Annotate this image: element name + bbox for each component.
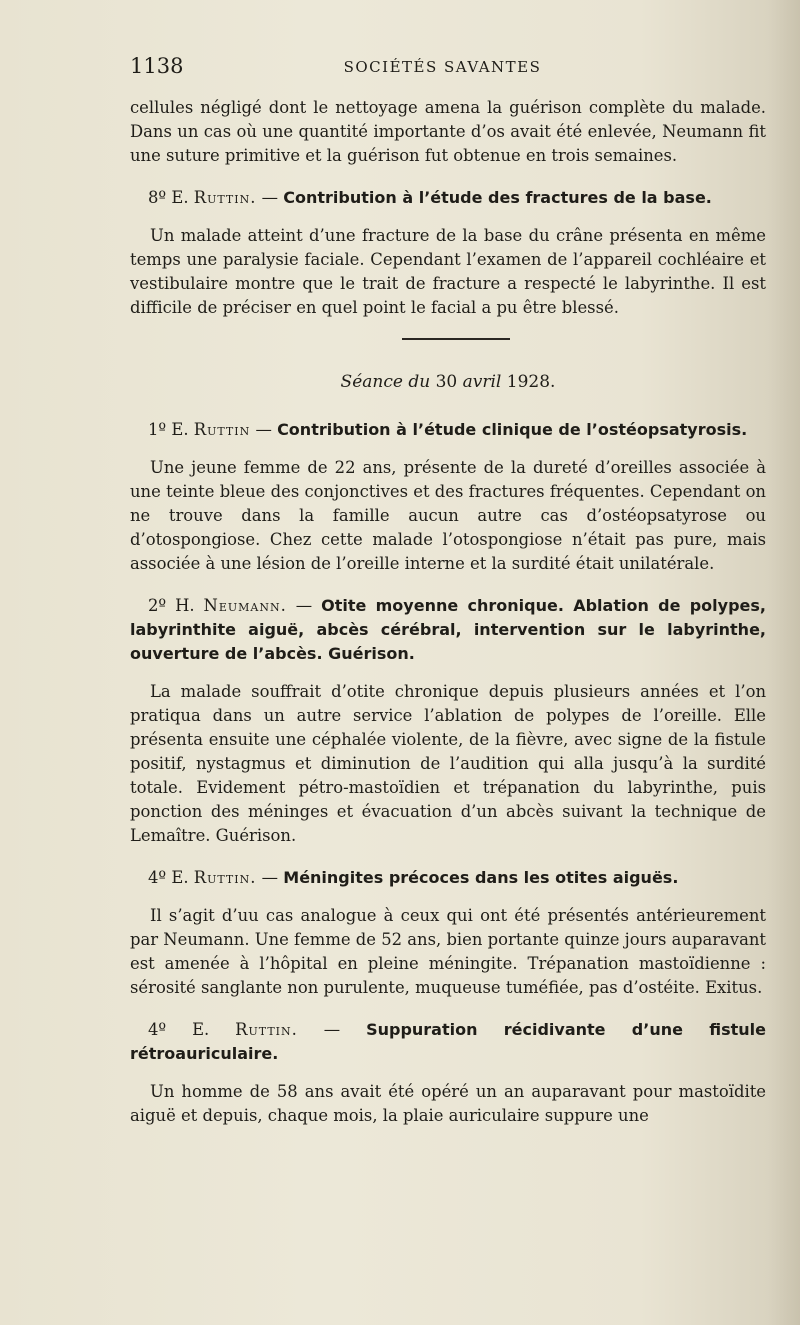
session-label: Séance du — [340, 372, 431, 392]
session-year: 1928. — [506, 372, 556, 392]
entry-dash: — — [255, 420, 272, 439]
page-number: 1138 — [130, 54, 184, 78]
entry-number: 8º — [148, 188, 167, 207]
running-title: SOCIÉTÉS SAVANTES — [343, 58, 542, 76]
section-divider — [402, 338, 510, 340]
session-month: avril — [462, 372, 502, 392]
entry-body: Un malade atteint d’une fracture de la base du crâne présenta en même temps une paralysie faciale. Cependant l’examen de l’appareil cochléaire et vestibulaire montre que le trait de fracture a respecté le labyrinthe. Il est difficile de préciser en quel point le facial a pu être blessé. — [130, 226, 766, 317]
session-heading — [130, 370, 766, 394]
entry-author: Ruttin. — [235, 1020, 298, 1039]
entry-author: Ruttin — [193, 420, 251, 439]
page-header — [130, 54, 755, 84]
entry-heading: Contribution à l’étude clinique de l’ostéopsatyrosis. — [277, 420, 748, 439]
entry-title — [130, 594, 766, 666]
entry-heading: Contribution à l’étude des fractures de la base. — [283, 188, 712, 207]
entry-dash: — — [295, 596, 313, 615]
entry-author: Ruttin. — [193, 188, 257, 207]
entry-number: 4º — [148, 1020, 167, 1039]
session-day: 30 — [435, 372, 458, 392]
entry-author-initial: E. — [171, 420, 189, 439]
entry-number: 1º — [148, 420, 167, 439]
entry-number: 4º — [148, 868, 167, 887]
entry-author-initial: E. — [171, 188, 189, 207]
entry-dash: — — [261, 188, 279, 207]
page-content — [130, 96, 766, 1128]
entry-number: 2º — [148, 596, 167, 615]
entry-body: Une jeune femme de 22 ans, présente de la dureté d’oreilles associée à une teinte bleue des conjonctives et des fractures fréquentes. Cependant on ne trouve dans la famille aucun autre cas d’ostéopsatyrose ou d’otospongiose. Chez cette malade l’otospongiose n’était pas pure, mais associée à une lésion de l’oreille interne et la surdité était unilatérale. — [130, 458, 766, 573]
entry-title — [130, 186, 766, 210]
entry-body: Il s’agit d’uu cas analogue à ceux qui ont été présentés antérieurement par Neumann. Une femme de 52 ans, bien portante quinze jours auparavant est amenée à l’hôpital en pleine méningite. Trépanation mastoïdienne : sérosité sanglante non purulente, muqueuse tuméfiée, pas d’ostéite. Exitus. — [130, 906, 766, 997]
entry-dash: — — [261, 868, 279, 887]
entry-title — [130, 418, 766, 442]
entry-title — [130, 1018, 766, 1066]
intro-paragraph: cellules négligé dont le nettoyage amena la guérison complète du malade. Dans un cas où une quantité importante d’os avait été enlevée, Neumann fit une suture primitive et la guérison fut obtenue en trois semaines. — [130, 98, 766, 165]
entry-author: Neumann. — [203, 596, 287, 615]
entry-heading: Suppuration récidivante d’une fistule rétroauriculaire. — [130, 1020, 766, 1063]
entry-body: Un homme de 58 ans avait été opéré un an auparavant pour mastoïdite aiguë et depuis, chaque mois, la plaie auriculaire suppure une — [130, 1082, 766, 1125]
entry-title — [130, 866, 766, 890]
entry-dash: — — [323, 1020, 341, 1039]
entry-author-initial: E. — [171, 868, 189, 887]
entry-author: Ruttin. — [193, 868, 257, 887]
entry-author-initial: E. — [192, 1020, 210, 1039]
entry-heading: Méningites précoces dans les otites aiguës. — [283, 868, 679, 887]
entry-body: La malade souffrait d’otite chronique depuis plusieurs années et l’on pratiqua dans un autre service l’ablation de polypes de l’oreille. Elle présenta ensuite une céphalée violente, de la fièvre, avec signe de la fistule positif, nystagmus et diminution de l’audition qui alla jusqu’à la surdité totale. Evidement pétro-mastoïdien et trépanation du labyrinthe, puis ponction des méninges et évacuation d’un abcès suivant la technique de Lemaître. Guérison. — [130, 682, 766, 845]
entry-author-initial: H. — [175, 596, 195, 615]
entry-heading: Otite moyenne chronique. Ablation de polypes, labyrinthite aiguë, abcès cérébral, intervention sur le labyrinthe, ouverture de l’abcès. Guérison. — [130, 596, 766, 663]
